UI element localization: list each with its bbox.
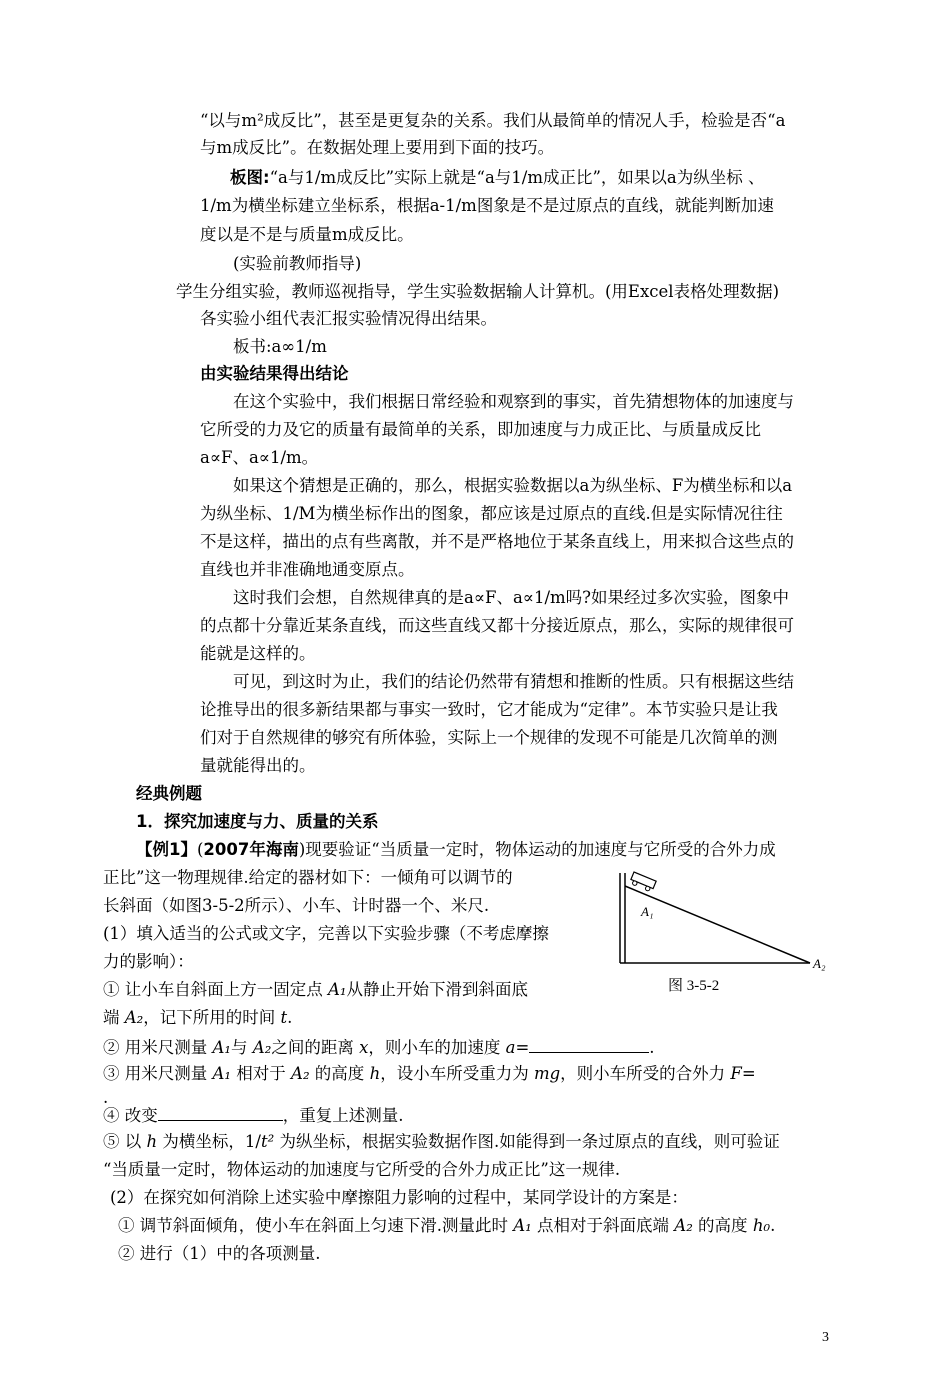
text-line: 直线也并非准确地通变原点。 [200, 560, 415, 579]
text-line: 它所受的力及它的质量有最简单的关系，即加速度与力成正比、与质量成反比 [200, 420, 761, 439]
text-line: 为纵坐标、1/M为横坐标作出的图象，都应该是过原点的直线.但是实际情况往往 [200, 504, 783, 523]
text-line: ② 进行（1）中的各项测量. [118, 1244, 321, 1263]
text-span: ④ 改变 [103, 1106, 158, 1125]
text-line: 板书:a∞1/m [233, 337, 327, 356]
text-span: ① 调节斜面倾角，使小车在斜面上匀速下滑.测量此时 [118, 1216, 514, 1235]
text-line: 度以是不是与质量m成反比。 [200, 225, 414, 244]
var-span: A₂ [124, 1008, 144, 1027]
var-span: t [280, 1008, 288, 1027]
var-span: t² [260, 1132, 275, 1151]
var-span: mg [533, 1064, 561, 1083]
text-span: = [515, 1038, 530, 1057]
text-line: 这时我们会想，自然规律真的是a∝F、a∝1/m吗?如果经过多次实验，图象中 [233, 588, 790, 607]
var-span: A₁ [513, 1216, 532, 1235]
text-line [230, 170, 765, 187]
step-line [103, 1066, 756, 1083]
text-span: ⑤ 以 [103, 1132, 147, 1151]
step-line [103, 1106, 404, 1125]
point-a2-label: A₂ [813, 956, 826, 971]
text-span: 相对于 [231, 1064, 292, 1083]
step-line [103, 982, 528, 999]
text-line: 不是这样，描出的点有些离散，并不是严格地位于某条直线上，用来拟合这些点的 [200, 532, 794, 551]
text-line: 与m成反比”。在数据处理上要用到下面的技巧。 [200, 138, 555, 157]
text-span: ，记下所用的时间 [143, 1008, 281, 1027]
text-line: 力的影响）： [103, 952, 194, 971]
text-span: ( [196, 840, 204, 859]
text-line: . [103, 1088, 109, 1107]
text-line: 论推导出的很多新结果都与事实一致时，它才能成为“定律”。本节实验只是让我 [200, 700, 778, 719]
text-span: 端 [103, 1008, 125, 1027]
answer-blank[interactable] [529, 1038, 649, 1053]
text-span: 点相对于斜面底端 [531, 1216, 675, 1235]
text-line: 可见，到这时为止，我们的结论仍然带有猜想和推断的性质。只有根据这些结 [233, 672, 794, 691]
figure-caption: 图 3-5-2 [668, 978, 720, 994]
text-line: 1/m为横坐标建立坐标系，根据a-1/m图象是不是过原点的直线，就能判断加速 [200, 196, 774, 215]
var-span: h₀ [752, 1216, 771, 1235]
text-span: = [741, 1064, 756, 1083]
text-line: (实验前教师指导) [233, 254, 362, 273]
text-span: ，重复上述测量. [282, 1106, 404, 1125]
text-line: 如果这个猜想是正确的，那么，根据实验数据以a为纵坐标、F为横坐标和以a [233, 476, 793, 495]
incline-diagram [605, 868, 840, 998]
text-line: 能就是这样的。 [200, 644, 316, 663]
step-line [103, 1038, 655, 1057]
var-span: h [369, 1064, 381, 1083]
text-line: 量就能得出的。 [200, 756, 316, 775]
subsection-heading: 1．探究加速度与力、质量的关系 [136, 812, 379, 831]
var-span: A₂ [291, 1064, 310, 1083]
step-line [118, 1218, 775, 1235]
text-span: 为纵坐标，根据实验数据作图.如能得到一条过原点的直线，则可验证 [274, 1132, 780, 1151]
var-span: A₁ [328, 980, 347, 999]
text-line: (2）在探究如何消除上述实验中摩擦阻力影响的过程中，某同学设计的方案是： [110, 1188, 688, 1207]
text-line: 在这个实验中，我们根据日常经验和观察到的事实，首先猜想物体的加速度与 [233, 392, 794, 411]
text-span: ，则小车的加速度 [368, 1038, 506, 1057]
text-line: a∝F、a∝1/m。 [200, 448, 319, 467]
text-line: 们对于自然规律的够究有所体验，实际上一个规律的发现不可能是几次简单的测 [200, 728, 778, 747]
var-span: a [505, 1038, 516, 1057]
incline-line [625, 886, 810, 963]
text-span: 的高度 [692, 1216, 753, 1235]
text-span: ，则小车所受的合外力 [560, 1064, 731, 1083]
text-span: . [770, 1216, 776, 1235]
text-span: 为横坐标，1/ [157, 1132, 261, 1151]
text-line: (1）填入适当的公式或文字，完善以下实验步骤（不考虑摩擦 [103, 924, 549, 943]
text-line: “以与m²成反比”，甚至是更复杂的关系。我们从最简单的情况人手，检验是否“a [200, 111, 786, 130]
text-span: ，设小车所受重力为 [380, 1064, 534, 1083]
var-span: x [359, 1038, 369, 1057]
text-span: 之间的距离 [271, 1038, 360, 1057]
text-line: 学生分组实验，教师巡视指导，学生实验数据输人计算机。(用Excel表格处理数据) [176, 282, 780, 301]
answer-blank[interactable] [158, 1106, 283, 1121]
step-line [103, 1010, 292, 1027]
section-heading: 由实验结果得出结论 [200, 364, 349, 383]
text-line: “当质量一定时，物体运动的加速度与它所受的合外力成正比”这一规律. [103, 1160, 621, 1179]
text-span: 与 [231, 1038, 253, 1057]
var-span: h [146, 1132, 158, 1151]
text-span: 的高度 [309, 1064, 370, 1083]
incline-figure [605, 868, 840, 998]
text-line: 长斜面（如图3-5-2所示）、小车、计时器一个、米尺. [103, 896, 490, 915]
point-a1-label: A₁ [641, 904, 654, 919]
var-span: A₂ [252, 1038, 272, 1057]
text-line: 的点都十分靠近某条直线，而这些直线又都十分接近原点，那么，实际的规律很可 [200, 616, 794, 635]
text-span: ① 让小车自斜面上方一固定点 [103, 980, 328, 999]
page-number: 3 [822, 1330, 829, 1345]
text-span: “a与1/m成反比”实际上就是“a与1/m成正比”，如果以a为纵坐标 、 [269, 168, 765, 187]
text-span: . [287, 1008, 293, 1027]
var-span: F [730, 1064, 742, 1083]
text-span: ③ 用米尺测量 [103, 1064, 213, 1083]
var-span: A₂ [674, 1216, 693, 1235]
text-line: 各实验小组代表汇报实验情况得出结果。 [200, 309, 497, 328]
text-span: . [649, 1038, 655, 1057]
var-span: A₁ [212, 1064, 232, 1083]
example-line [136, 842, 776, 859]
step-line [103, 1134, 780, 1151]
var-span: A₁ [212, 1038, 232, 1057]
text-span: )现要验证“当质量一定时，物体运动的加速度与它所受的合外力成 [298, 840, 776, 859]
text-span: 从静止开始下滑到斜面底 [346, 980, 529, 999]
text-line: 正比”这一物理规律.给定的器材如下：一倾角可以调节的 [103, 868, 513, 887]
example-label: 【例1】 [136, 840, 197, 859]
bold-label: 板图: [230, 168, 270, 187]
text-span: ② 用米尺测量 [103, 1038, 213, 1057]
section-heading: 经典例题 [136, 784, 202, 803]
example-source: 2007年海南 [203, 840, 299, 859]
